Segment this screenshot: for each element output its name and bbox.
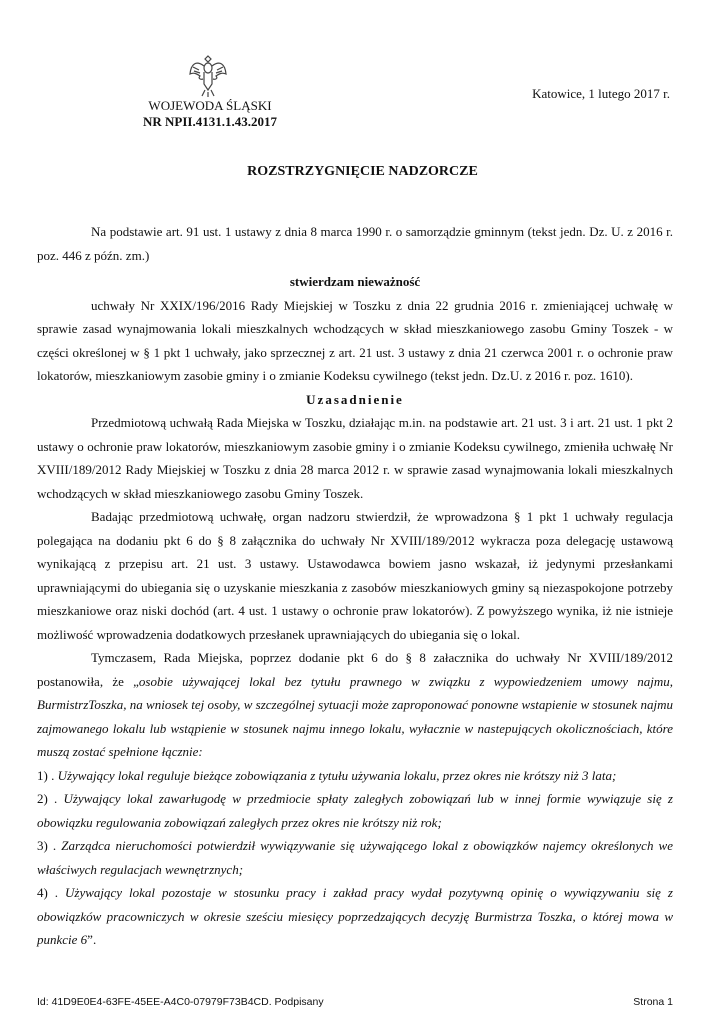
document-id-footer: Id: 41D9E0E4-63FE-45EE-A4C0-07979F73B4CD. Podpisany [37, 996, 324, 1008]
list-item-text: Używający lokal pozostaje w stosunku pracy i zakład pracy wydał pozytywną opinię o wywiązywaniu się z obowiązków pracowniczych w okresie sześciu miesięcy poprzedzających decyzję Burmistrza Toszka, o której mowa w punkcie 6 [37, 885, 673, 947]
resolution-paragraph: uchwały Nr XXIX/196/2016 Rady Miejskiej w Toszku z dnia 22 grudnia 2016 r. zmieniającej uchwałę w sprawie zasad wynajmowania lokali mieszkalnych wchodzących w skład mieszkaniowego zasobu Gminy Toszek - w części określonej w § 1 pkt 1 uchwały, jako sprzecznej z art. 21 ust. 3 ustawy z dnia 21 czerwca 2001 r. o ochronie praw lokatorów, mieszkaniowym zasobie gminy i o zmianie Kodeksu cywilnego (tekst jedn. Dz.U. z 2016 r. poz. 1610). [37, 297, 673, 383]
list-item-3 [37, 834, 673, 881]
list-item-text: Używający lokal reguluje bieżące zobowiązania z tytułu używania lokalu, przez okres nie krótszy niż 3 lata; [57, 767, 617, 783]
document-title: ROZSTRZYGNIĘCIE NADZORCZE [247, 164, 478, 179]
list-item-number: 1) . [37, 767, 58, 783]
list-item-1 [37, 764, 673, 788]
paragraph-3-intro: Tymczasem, Rada Miejska, poprzez dodanie pkt 6 do § 8 załacznika do uchwały Nr XVIII/189/2012 postanowiła, że „ [37, 650, 673, 689]
list-item-number: 2) . [37, 791, 64, 806]
justification-heading: Uzasadnienie [306, 391, 404, 407]
list-item-text: Używający lokal zawarługodę w przedmiocie spłaty zaległych zobowiązań lub w innej formie wywiązuje się z obowiązku regulowania zobowiązań zaległych przez okres nie krótszy niż rok; [37, 791, 673, 830]
polish-eagle-emblem-icon [188, 52, 228, 98]
quoted-provision: osobie używającej lokal bez tytułu prawnego w związku z wypowiedzeniem umowy najmu, BurmistrzToszka, na wniosek tej osoby, w szczególnej sytuacji może zaproponować ponowne wstapienie w stosunek najmu zajmowanego lokalu lub wstąpienie w stosunek najmu innego lokalu, wyłacznie w nastepujących okolicznościach, które muszą zostać spełnione łącznie: [37, 673, 673, 759]
declaration-heading: stwierdzam nieważność [289, 274, 421, 289]
list-item-number: 3) . [37, 838, 62, 853]
list-item-number: 4) . [37, 885, 66, 900]
page-number: Strona 1 [633, 996, 673, 1008]
authority-name: WOJEWODA ŚLĄSKI [148, 98, 272, 113]
list-item-4 [37, 881, 673, 952]
list-item-2 [37, 787, 673, 834]
issuing-authority [120, 98, 300, 130]
justification-paragraph-1: Przedmiotową uchwałą Rada Miejska w Toszku, działając m.in. na podstawie art. 21 ust. 3 i art. 21 ust. 1 pkt 2 ustawy o ochronie praw lokatorów, mieszkaniowym zasobie gminy i o zmianie Kodeksu cywilnego, zmieniła uchwałę Nr XVIII/189/2012 Rady Miejskiej w Toszku z dnia 28 marca 2012 r. w sprawie zasad wynajmowania lokali mieszkalnych wchodzących w skład mieszkaniowego zasobu Gminy Toszek. [37, 415, 673, 501]
list-item-text: Zarządca nieruchomości potwierdził wywiązywanie się używającego lokal z obowiązków najemcy określonych we właściwych regulacjach wewnętrznych; [37, 838, 673, 877]
place-and-date: Katowice, 1 lutego 2017 r. [532, 86, 670, 101]
case-number: NR NPII.4131.1.43.2017 [143, 114, 277, 129]
justification-paragraph-2: Badając przedmiotową uchwałę, organ nadzoru stwierdził, że wprowadzona § 1 pkt 1 uchwały regulacja polegająca na dodaniu pkt 6 do § 8 załącznika do uchwały Nr XVIII/189/2012 wykracza poza delegację ustawową wynikającą z przepisu art. 21 ust. 3 ustawy. Ustawodawca bowiem jasno wskazał, iż jedynymi przesłankami uprawniającymi do ubiegania się o uzyskanie mieszkania z zasobów mieszkaniowych gminy są niezaspokojone potrzeby mieszkaniowe oraz niski dochód (art. 4 ust. 1 ustawy o ochronie praw lokatorów). Z powyższego wynika, iż nie istnieje możliwość wprowadzenia dodatkowych przesłanek uprawniających do ubiegania się o lokal. [37, 509, 673, 642]
quote-end: ”. [87, 932, 97, 947]
justification-paragraph-3 [37, 646, 673, 764]
legal-basis-paragraph: Na podstawie art. 91 ust. 1 ustawy z dnia 8 marca 1990 r. o samorządzie gminnym (tekst jedn. Dz. U. z 2016 r. poz. 446 z późn. zm.) [37, 224, 673, 263]
document-body [37, 220, 673, 952]
